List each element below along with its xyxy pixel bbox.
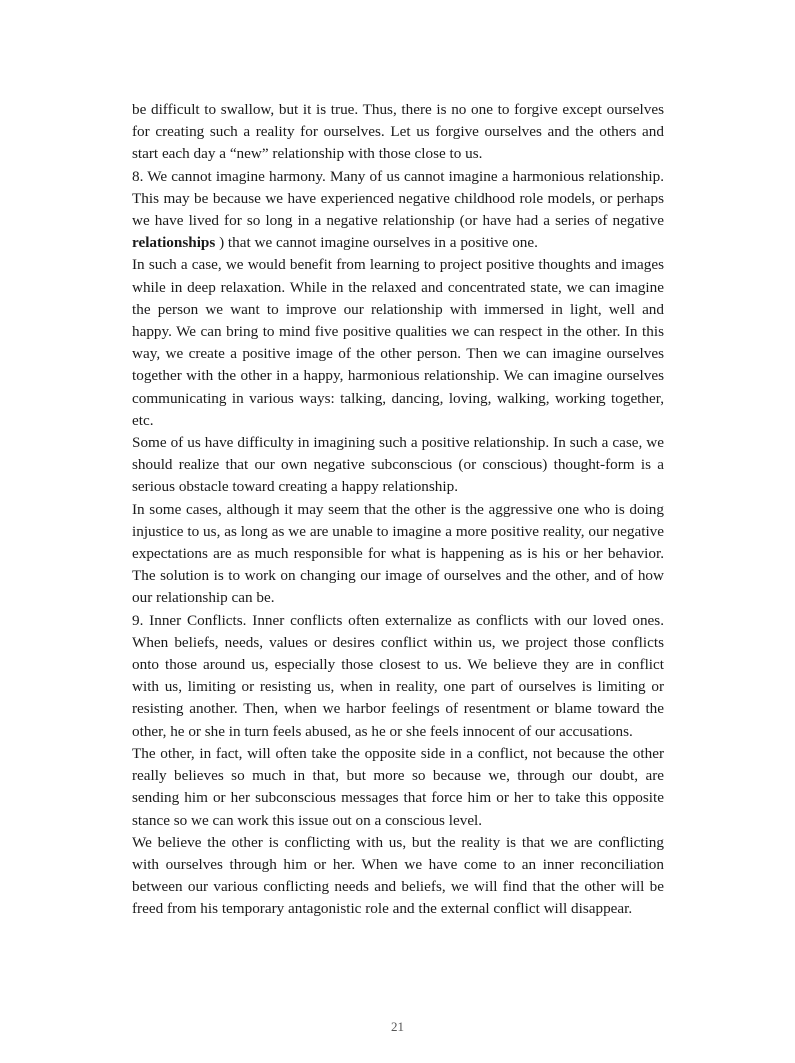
paragraph-imagine-harmony	[132, 166, 664, 255]
paragraph-inner-conflicts: 9. Inner Conflicts. Inner conflicts often externalize as conflicts with our loved ones. When beliefs, needs, values or desires conflict within us, we project those conflicts onto those around us, especially those closest to us. We believe they are in conflict with us, limiting or resisting us, when in reality, one part of ourselves is limiting or resisting another. Then, when we harbor feelings of resentment or blame toward the other, he or she in turn feels abused, as he or she feels innocent of our accusations.	[132, 611, 664, 740]
paragraph-forgiveness-continuation: be difficult to swallow, but it is true. Thus, there is no one to forgive except ourselves for creating such a reality for ourselves. Let us forgive ourselves and the others and start each day a “new” relationship with those close to us.	[132, 101, 664, 163]
paragraph-deep-relaxation: In such a case, we would benefit from learning to project positive thoughts and images while in deep relaxation. While in the relaxed and concentrated state, we can imagine the person we want to improve our relationship with immersed in light, well and happy. We can bring to mind five positive qualities we can respect in the other. In this way, we create a positive image of the other person. Then we can imagine ourselves together with the other in a happy, harmonious relationship. We can imagine ourselves communicating in various ways: talking, dancing, loving, walking, working together, etc.	[132, 256, 664, 429]
page-number: 21	[391, 1019, 404, 1034]
paragraph-opposite-side: The other, in fact, will often take the opposite side in a conflict, not because the other really believes so much in that, but more so because we, through our doubt, are sending him or her subconscious messages that force him or her to take this opposite stance so we can work this issue out on a conscious level.	[132, 744, 664, 829]
paragraph-negative-expectations: In some cases, although it may seem that the other is the aggressive one who is doing injustice to us, as long as we are unable to imagine a more positive reality, our negative expectations are as much responsible for what is happening as is his or her behavior. The solution is to work on changing our image of ourselves and the other, and of how our relationship can be.	[132, 500, 664, 607]
paragraph-imagine-harmony-start: 8. We cannot imagine harmony. Many of us cannot imagine a harmonious relationship. This may be because we have experienced negative childhood role models, or perhaps we have lived for so long in a negative relationship (or have had a series of negative	[132, 167, 664, 230]
paragraph-inner-reconciliation: We believe the other is conflicting with us, but the reality is that we are conflicting with ourselves through him or her. When we have come to an inner reconciliation between our various conflicting needs and beliefs, we will find that the other will be freed from his temporary antagonistic role and the external conflict will disappear.	[132, 833, 664, 918]
bold-term-relationships: relationships	[132, 234, 216, 252]
paragraph-imagine-harmony-end: ) that we cannot imagine ourselves in a positive one.	[215, 234, 538, 252]
paragraph-difficulty-imagining: Some of us have difficulty in imagining such a positive relationship. In such a case, we should realize that our own negative subconscious (or conscious) thought-form is a serious obstacle toward creating a happy relationship.	[132, 434, 664, 496]
body-text	[132, 99, 664, 921]
